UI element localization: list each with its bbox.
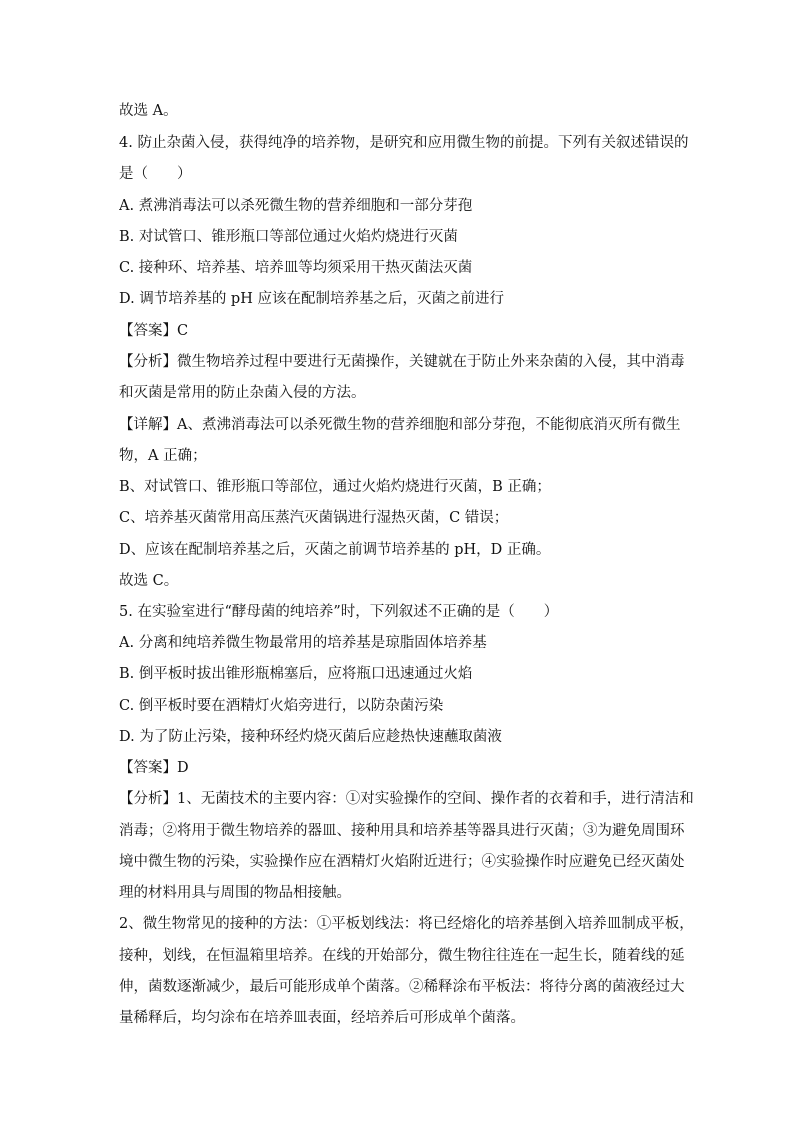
q5-analysis-point-2-cont-2: 伸，菌数逐渐减少，最后可能形成单个菌落。②稀释涂布平板法：将待分离的菌液经过大 [119, 979, 685, 995]
q5-analysis-cont-2: 境中微生物的污染，实验操作应在酒精灯火焰附近进行；④实验操作时应避免已经灭菌处 [119, 854, 685, 870]
q4-analysis: 【分析】微生物培养过程中要进行无菌操作，关键就在于防止外来杂菌的入侵，其中消毒 [119, 354, 685, 370]
q4-answer: 【答案】C [119, 323, 189, 339]
q5-analysis-point-2-cont-1: 接种，划线，在恒温箱里培养。在线的开始部分，微生物往往连在一起生长，随着线的延 [119, 948, 685, 964]
q4-explanation-cont: 物，A 正确； [119, 448, 207, 464]
q4-analysis-cont: 和灭菌是常用的防止杂菌入侵的方法。 [119, 385, 366, 401]
q4-explanation-d: D、应该在配制培养基之后，灭菌之前调节培养基的 pH，D 正确。 [119, 542, 551, 558]
q4-option-b: B. 对试管口、锥形瓶口等部位通过火焰灼烧进行灭菌 [119, 229, 458, 245]
question-5-stem: 5. 在实验室进行“酵母菌的纯培养”时，下列叙述不正确的是（ ） [119, 604, 559, 620]
q4-option-d: D. 调节培养基的 pH 应该在配制培养基之后，灭菌之前进行 [119, 291, 504, 307]
question-4-stem-cont: 是（ ） [119, 166, 192, 182]
q4-option-a: A. 煮沸消毒法可以杀死微生物的营养细胞和一部分芽孢 [119, 198, 473, 214]
q5-option-b: B. 倒平板时拔出锥形瓶棉塞后，应将瓶口迅速通过火焰 [119, 666, 473, 682]
q5-analysis-cont-1: 消毒；②将用于微生物培养的器皿、接种用具和培养基等器具进行灭菌；③为避免周围环 [119, 823, 685, 839]
conclusion-q4: 故选 C。 [119, 573, 179, 589]
q5-analysis: 【分析】1、无菌技术的主要内容：①对实验操作的空间、操作者的衣着和手，进行清洁和 [119, 791, 694, 807]
conclusion-q3: 故选 A。 [119, 103, 178, 119]
q5-analysis-point-2: 2、微生物常见的接种的方法：①平板划线法：将已经熔化的培养基倒入培养皿制成平板， [119, 916, 694, 932]
q4-option-c: C. 接种环、培养基、培养皿等均须采用干热灭菌法灭菌 [119, 260, 473, 276]
q5-answer: 【答案】D [119, 760, 189, 776]
q4-explanation-c: C、培养基灭菌常用高压蒸汽灭菌锅进行湿热灭菌，C 错误； [119, 510, 509, 526]
q4-explanation: 【详解】A、煮沸消毒法可以杀死微生物的营养细胞和部分芽孢，不能彻底消灭所有微生 [119, 417, 681, 433]
q5-option-a: A. 分离和纯培养微生物最常用的培养基是琼脂固体培养基 [119, 635, 487, 651]
q5-analysis-cont-3: 理的材料用具与周围的物品相接触。 [119, 885, 351, 901]
q5-option-d: D. 为了防止污染，接种环经灼烧灭菌后应趁热快速蘸取菌液 [119, 729, 502, 745]
q4-explanation-b: B、对试管口、锥形瓶口等部位，通过火焰灼烧进行灭菌，B 正确； [119, 479, 551, 495]
question-4-stem: 4. 防止杂菌入侵，获得纯净的培养物，是研究和应用微生物的前提。下列有关叙述错误的 [119, 135, 689, 151]
q5-option-c: C. 倒平板时要在酒精灯火焰旁进行，以防杂菌污染 [119, 698, 444, 714]
q5-analysis-point-2-cont-3: 量稀释后，均匀涂布在培养皿表面，经培养后可形成单个菌落。 [119, 1010, 525, 1026]
